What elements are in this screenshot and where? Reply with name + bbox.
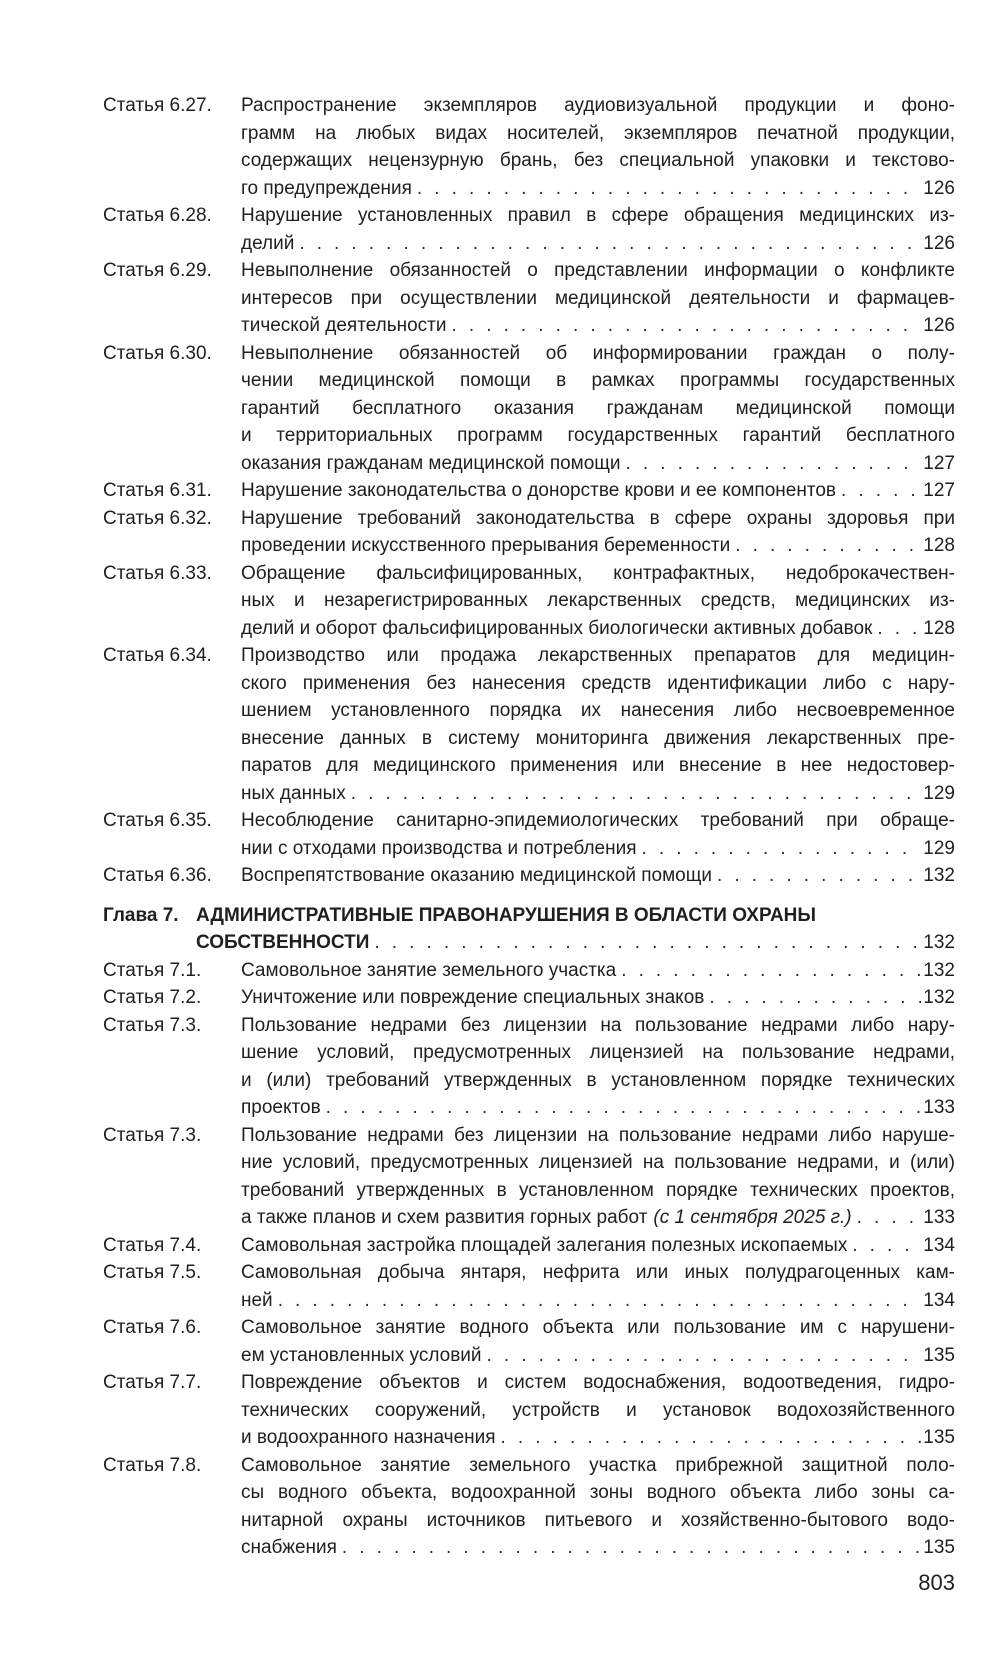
page-reference: 132 [923, 959, 955, 981]
dot-leader [621, 957, 921, 985]
title-line: ней [241, 1289, 273, 1311]
title-line: интересов при осуществлении медицинской деятельности и фармацев- [241, 287, 955, 309]
toc-entry [103, 477, 955, 505]
dot-leader [351, 780, 922, 808]
toc-page [103, 92, 955, 1562]
article-number: Статья 7.2. [103, 987, 202, 1008]
entry-title [241, 1314, 955, 1369]
dot-leader [374, 929, 921, 957]
article-number: Статья 7.4. [103, 1234, 202, 1256]
title-line: проведении искусственного прерывания беременности [241, 535, 731, 556]
page-reference: 134 [923, 1289, 955, 1311]
title-line: ных и незарегистрированных лекарственных средств, медицинских из- [241, 590, 955, 611]
page-reference: 127 [923, 480, 955, 501]
entry-title [241, 1452, 955, 1562]
title-line: и территориальных программ государственных гарантий бесплатного [241, 425, 955, 446]
title-line: снабжения [241, 1537, 337, 1558]
page-reference: 133 [923, 1207, 955, 1228]
article-number: Статья 7.6. [103, 1317, 202, 1338]
toc-entry [103, 505, 955, 560]
title-line: Невыполнение обязанностей о представлении информации о конфликте [241, 260, 955, 281]
title-last-line [241, 1094, 955, 1122]
entry-title [241, 1232, 955, 1260]
entry-title [241, 92, 955, 202]
dot-leader [709, 984, 921, 1012]
page-reference: 129 [923, 837, 955, 859]
article-number: Статья 7.7. [103, 1372, 202, 1393]
title-line: АДМИНИСТРАТИВНЫЕ ПРАВОНАРУШЕНИЯ В ОБЛАСТИ ОХРАНЫ [196, 904, 816, 926]
title-line: Самовольное занятие водного объекта или пользование им с нарушени- [241, 1317, 955, 1338]
title-last-line [196, 929, 955, 957]
title-line: Распространение экземпляров аудиовизуальной продукции и фоно- [241, 95, 955, 116]
toc-entry [103, 957, 955, 985]
dot-leader [299, 230, 921, 258]
effective-date-note: (с 1 сентября 2025 г.) [653, 1207, 852, 1228]
title-line: делий и оборот фальсифицированных биологически активных добавок [241, 617, 873, 639]
title-line: Самовольное занятие земельного участка [241, 959, 617, 981]
entry-title [241, 642, 955, 807]
page-reference: 133 [923, 1097, 955, 1118]
toc-entry [103, 862, 955, 890]
title-line: Самовольное занятие земельного участка прибрежной защитной поло- [241, 1454, 955, 1476]
title-line: СОБСТВЕННОСТИ [196, 932, 370, 953]
title-line: а также планов и схем развития горных работ [241, 1207, 648, 1228]
title-last-line [241, 957, 955, 985]
title-line: ского применения без нанесения средств идентификации либо с нару- [241, 672, 955, 694]
page-number: 803 [918, 1570, 955, 1595]
article-number: Статья 7.5. [103, 1262, 202, 1283]
title-line: грамм на любых видах носителей, экземпляров печатной продукции, [241, 122, 955, 144]
title-line: ние условий, предусмотренных лицензией на пользование недрами, и (или) [241, 1152, 955, 1173]
title-line: Нарушение установленных правил в сфере обращения медицинских из- [241, 205, 955, 226]
title-line: нитарной охраны источников питьевого и хозяйственно-бытового водо- [241, 1509, 955, 1531]
entry-title [241, 340, 955, 478]
title-line: Невыполнение обязанностей об информировании граждан о полу- [241, 342, 955, 364]
title-last-line [241, 835, 955, 863]
entry-title [196, 902, 955, 957]
article-number: Статья 6.27. [103, 95, 212, 116]
toc-entry [103, 1314, 955, 1369]
title-last-line [241, 984, 955, 1012]
title-last-line [241, 615, 955, 643]
page-reference: 128 [923, 617, 955, 639]
title-last-line [241, 1342, 955, 1370]
dot-leader [841, 477, 921, 505]
toc-entry [103, 257, 955, 340]
toc-list [103, 92, 955, 1562]
title-line: гарантий бесплатного оказания гражданам медицинской помощи [241, 397, 955, 419]
article-number: Статья 6.33. [103, 562, 212, 584]
dot-leader [735, 532, 921, 560]
toc-entry [103, 1232, 955, 1260]
toc-entry [103, 1452, 955, 1562]
title-line: шением установленного порядка их нанесения либо несвоевременное [241, 700, 955, 721]
title-line: Нарушение законодательства о донорстве крови и ее компонентов [241, 480, 836, 501]
title-line: и (или) требований утвержденных в установленном порядке технических [241, 1069, 955, 1091]
article-number: Статья 6.34. [103, 645, 212, 666]
article-number: Статья 6.28. [103, 205, 212, 226]
dot-leader [626, 450, 922, 478]
title-line: делий [241, 232, 295, 254]
title-line: Самовольная добыча янтаря, нефрита или иных полудрагоценных кам- [241, 1262, 955, 1283]
dot-leader [877, 615, 921, 643]
title-line: Самовольная застройка площадей залегания полезных ископаемых [241, 1234, 848, 1256]
article-number: Статья 7.3. [103, 1014, 202, 1036]
article-number: Статья 7.8. [103, 1454, 202, 1476]
article-number: Статья 6.36. [103, 865, 212, 886]
toc-entry [103, 1122, 955, 1232]
article-number: Статья 6.35. [103, 810, 212, 831]
dot-leader [501, 1424, 922, 1452]
entry-title [241, 1259, 955, 1314]
page-reference: 126 [923, 315, 955, 336]
title-last-line [241, 1424, 955, 1452]
dot-leader [717, 862, 921, 890]
title-line: оказания гражданам медицинской помощи [241, 452, 621, 474]
toc-chapter-heading [103, 902, 955, 957]
entry-title [241, 984, 955, 1012]
entry-title [241, 862, 955, 890]
page-reference: 126 [923, 177, 955, 199]
article-number: Статья 6.30. [103, 342, 212, 364]
title-last-line [241, 1287, 955, 1315]
dot-leader [342, 1534, 921, 1562]
title-line: шение условий, предусмотренных лицензией на пользование недрами, [241, 1042, 955, 1063]
title-line: Повреждение объектов и систем водоснабжения, водоотведения, гидро- [241, 1372, 955, 1393]
title-line: технических сооружений, устройств и установок водохозяйственного [241, 1399, 955, 1421]
toc-entry [103, 340, 955, 478]
dot-leader [852, 1232, 921, 1260]
title-line: паратов для медицинского применения или внесение в нее недостовер- [241, 755, 955, 776]
title-line: внесение данных в систему мониторинга движения лекарственных пре- [241, 727, 955, 749]
entry-title [241, 807, 955, 862]
entry-title [241, 202, 955, 257]
title-line: требований утвержденных в установленном порядке технических проектов, [241, 1179, 955, 1201]
dot-leader [452, 312, 922, 340]
page-reference: 132 [923, 865, 955, 886]
entry-title [241, 505, 955, 560]
page-reference: 127 [923, 452, 955, 474]
entry-title [241, 560, 955, 643]
title-last-line [241, 1534, 955, 1562]
dot-leader [326, 1094, 922, 1122]
title-line: Пользование недрами без лицензии на пользование недрами либо наруше- [241, 1124, 955, 1146]
title-line: нии с отходами производства и потребления [241, 837, 637, 859]
title-line: Обращение фальсифицированных, контрафактных, недоброкачествен- [241, 562, 955, 584]
title-line: го предупреждения [241, 177, 412, 199]
title-line: Производство или продажа лекарственных препаратов для медицин- [241, 645, 955, 666]
dot-leader [417, 175, 921, 203]
toc-entry [103, 807, 955, 862]
entry-title [241, 1012, 955, 1122]
title-line: проектов [241, 1097, 321, 1118]
title-line: Уничтожение или повреждение специальных знаков [241, 987, 705, 1008]
page-reference: 129 [923, 782, 955, 804]
entry-title [241, 477, 955, 505]
chapter-number: Глава 7. [103, 904, 179, 926]
toc-entry [103, 984, 955, 1012]
toc-entry [103, 202, 955, 257]
dot-leader [857, 1204, 922, 1232]
entry-title [241, 257, 955, 340]
title-line: чении медицинской помощи в рамках программы государственных [241, 370, 955, 391]
title-last-line [241, 1204, 955, 1232]
title-line: сы водного объекта, водоохранной зоны водного объекта либо зоны са- [241, 1482, 955, 1503]
title-last-line [241, 1232, 955, 1260]
title-last-line [241, 450, 955, 478]
entry-title [241, 1369, 955, 1452]
title-line: содержащих нецензурную брань, без специальной упаковки и текстово- [241, 150, 955, 171]
dot-leader [487, 1342, 922, 1370]
page-reference: 132 [923, 987, 955, 1008]
title-last-line [241, 477, 955, 505]
page-reference: 126 [923, 232, 955, 254]
dot-leader [278, 1287, 922, 1315]
title-last-line [241, 230, 955, 258]
toc-entry [103, 1259, 955, 1314]
title-last-line [241, 780, 955, 808]
toc-entry [103, 1012, 955, 1122]
page-reference: 134 [923, 1234, 955, 1256]
title-line: Пользование недрами без лицензии на пользование недрами либо нару- [241, 1014, 955, 1036]
page-reference: 135 [923, 1344, 955, 1366]
page-reference: 135 [923, 1427, 955, 1448]
title-line: и водоохранного назначения [241, 1427, 496, 1448]
title-last-line [241, 312, 955, 340]
toc-entry [103, 642, 955, 807]
toc-entry [103, 1369, 955, 1452]
toc-entry [103, 92, 955, 202]
article-number: Статья 6.29. [103, 260, 212, 281]
title-line: тической деятельности [241, 315, 447, 336]
title-last-line [241, 862, 955, 890]
title-line: Несоблюдение санитарно-эпидемиологических требований при обраще- [241, 810, 955, 831]
page-reference: 132 [923, 932, 955, 953]
title-last-line [241, 532, 955, 560]
entry-title [241, 1122, 955, 1232]
article-number: Статья 6.31. [103, 480, 212, 501]
title-line: ем установленных условий [241, 1344, 482, 1366]
title-line: Нарушение требований законодательства в сфере охраны здоровья при [241, 507, 955, 529]
page-reference: 128 [923, 535, 955, 556]
article-number: Статья 7.3. [103, 1124, 202, 1146]
title-last-line [241, 175, 955, 203]
page-reference: 135 [923, 1537, 955, 1558]
toc-entry [103, 560, 955, 643]
article-number: Статья 6.32. [103, 507, 212, 529]
title-line: Воспрепятствование оказанию медицинской помощи [241, 865, 712, 886]
article-number: Статья 7.1. [103, 959, 202, 981]
title-line: ных данных [241, 782, 346, 804]
entry-title [241, 957, 955, 985]
dot-leader [642, 835, 922, 863]
